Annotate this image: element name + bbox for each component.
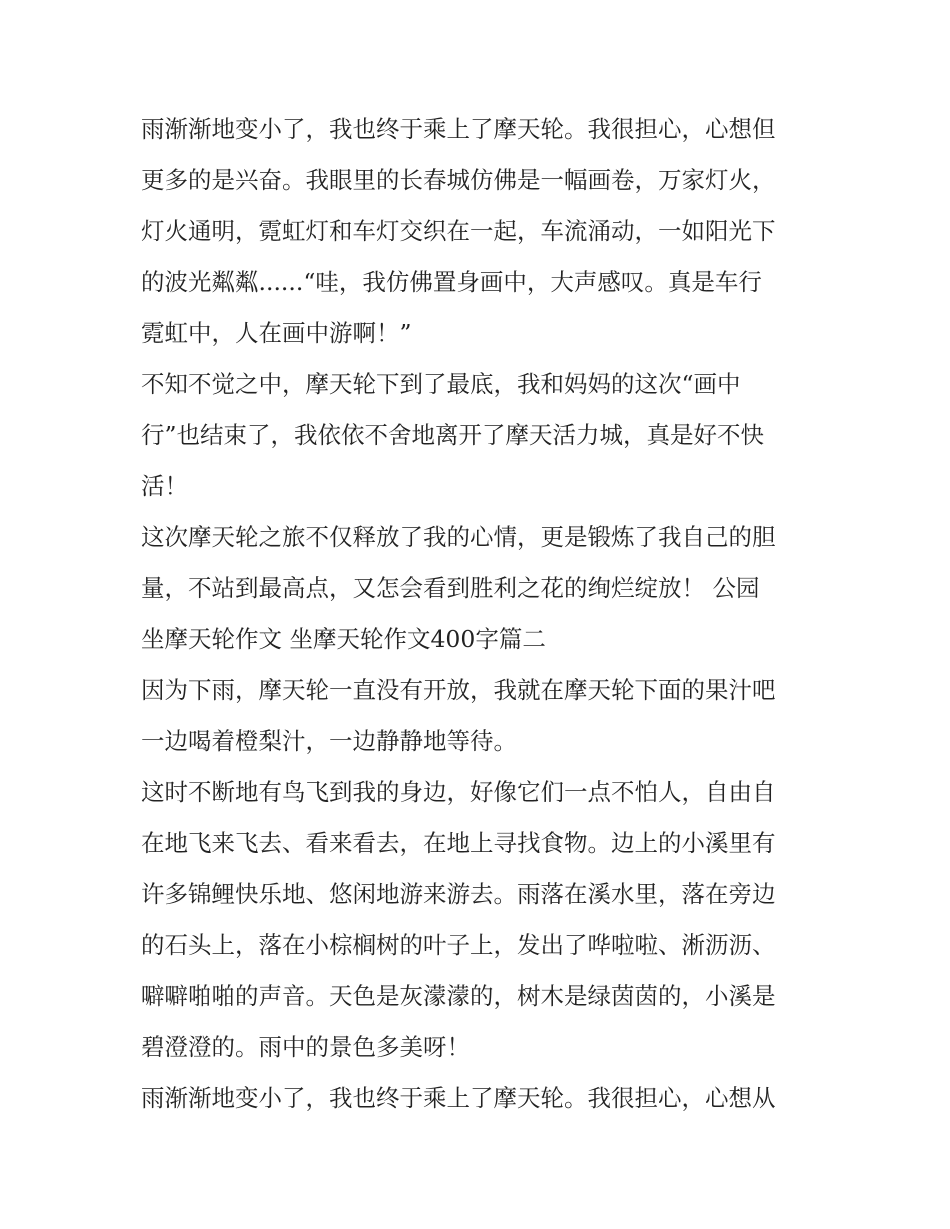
text-line: 噼噼啪啪的声音。天色是灰濛濛的，树木是绿茵茵的，小溪是 bbox=[141, 982, 776, 1010]
text-line: 灯火通明，霓虹灯和车灯交织在一起，车流涌动，一如阳光下 bbox=[141, 217, 776, 245]
text-line: 在地飞来飞去、看来看去，在地上寻找食物。边上的小溪里有 bbox=[141, 829, 776, 857]
text-line: 这时不断地有鸟飞到我的身边，好像它们一点不怕人，自由自 bbox=[141, 778, 776, 806]
text-line: 因为下雨，摩天轮一直没有开放，我就在摩天轮下面的果汁吧 bbox=[141, 676, 776, 704]
text-line: 的石头上，落在小棕榈树的叶子上，发出了哗啦啦、淅沥沥、 bbox=[141, 931, 776, 959]
text-line: 一边喝着橙梨汁，一边静静地等待。 bbox=[141, 727, 517, 755]
text-line: 量，不站到最高点，又怎会看到胜利之花的绚烂绽放！ 公园 bbox=[141, 574, 760, 602]
text-line: 不知不觉之中，摩天轮下到了最底，我和妈妈的这次“画中 bbox=[141, 370, 741, 398]
text-line: 碧澄澄的。雨中的景色多美呀！ bbox=[141, 1033, 470, 1061]
text-line: 行”也结束了，我依依不舍地离开了摩天活力城，真是好不快 bbox=[141, 421, 765, 449]
section-heading-line: 坐摩天轮作文 坐摩天轮作文400字篇二 bbox=[141, 625, 546, 653]
text-line: 这次摩天轮之旅不仅释放了我的心情，更是锻炼了我自己的胆 bbox=[141, 523, 776, 551]
text-line: 更多的是兴奋。我眼里的长春城仿佛是一幅画卷，万家灯火， bbox=[141, 166, 776, 194]
text-line: 雨渐渐地变小了，我也终于乘上了摩天轮。我很担心，心想从 bbox=[141, 1084, 776, 1112]
essay-body bbox=[141, 104, 821, 1124]
text-line: 许多锦鲤快乐地、悠闲地游来游去。雨落在溪水里，落在旁边 bbox=[141, 880, 776, 908]
text-line: 霓虹中，人在画中游啊！” bbox=[141, 319, 412, 347]
text-line: 雨渐渐地变小了，我也终于乘上了摩天轮。我很担心，心想但 bbox=[141, 115, 776, 143]
text-line: 的波光粼粼......“哇，我仿佛置身画中，大声感叹。真是车行 bbox=[141, 268, 762, 296]
text-line: 活！ bbox=[141, 472, 188, 500]
